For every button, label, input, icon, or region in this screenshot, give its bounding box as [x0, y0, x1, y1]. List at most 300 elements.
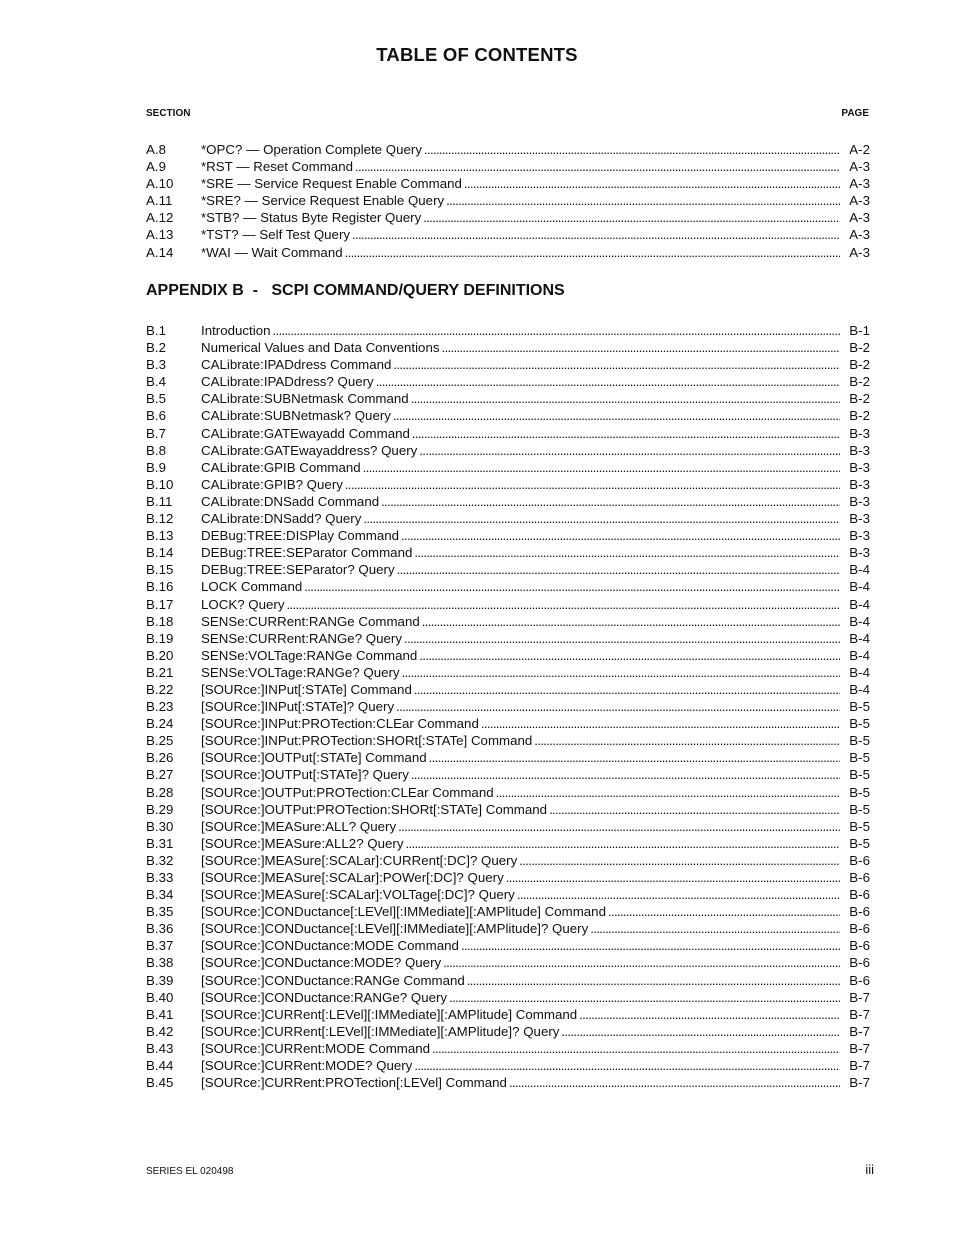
toc-entry-page: B-2 — [849, 340, 870, 356]
toc-entry-body — [201, 1023, 870, 1040]
dot-leader — [446, 192, 840, 209]
toc-entry-page: A-3 — [849, 244, 870, 260]
toc-entry-page: B-2 — [849, 374, 870, 390]
toc-entry-number: B.44 — [146, 1058, 174, 1074]
toc-entry-number: A.10 — [146, 176, 174, 192]
dot-leader — [414, 544, 840, 561]
toc-entry-title: [SOURce:]CONDuctance:MODE? Query — [201, 955, 442, 971]
toc-entry-page: B-5 — [849, 699, 870, 715]
toc-entry-number: A.13 — [146, 227, 174, 243]
toc-entry — [146, 869, 870, 886]
toc-entry-page: B-7 — [849, 1040, 870, 1056]
toc-entry-number: B.26 — [146, 750, 174, 766]
toc-entry-page: B-4 — [849, 562, 870, 578]
toc-entry — [146, 544, 870, 561]
dot-leader — [496, 784, 840, 801]
toc-entry — [146, 527, 870, 544]
toc-entry — [146, 989, 870, 1006]
toc-entry-title: *SRE? — Service Request Enable Query — [201, 193, 445, 209]
toc-entry-title: [SOURce:]CONDuctance[:LEVel][:IMMediate][:AMPlitude]? Query — [201, 921, 589, 937]
toc-entry — [146, 801, 870, 818]
toc-entry-body — [201, 954, 870, 971]
toc-entry-number: B.9 — [146, 459, 166, 475]
toc-entry-number: B.11 — [146, 493, 173, 509]
toc-entry-number: B.36 — [146, 921, 174, 937]
toc-entry-body — [201, 356, 870, 373]
dot-leader — [404, 630, 840, 647]
toc-entry-number: B.1 — [146, 323, 166, 338]
dot-leader — [393, 356, 840, 373]
toc-entry-body — [201, 209, 870, 226]
toc-entry-page: A-3 — [849, 227, 870, 243]
toc-entry-number: B.32 — [146, 852, 174, 868]
dot-leader — [412, 425, 840, 442]
toc-entry-body — [201, 192, 870, 209]
appendix-b-toc-list — [146, 322, 870, 1091]
toc-entry — [146, 784, 870, 801]
toc-entry-page: B-3 — [849, 493, 870, 509]
dot-leader — [534, 732, 840, 749]
toc-entry — [146, 681, 870, 698]
toc-entry-page: B-4 — [849, 596, 870, 612]
toc-entry-body — [201, 1040, 870, 1057]
dot-leader — [411, 390, 840, 407]
toc-entry-title: [SOURce:]MEASure:ALL2? Query — [201, 835, 404, 851]
toc-entry-body — [201, 664, 870, 681]
toc-entry-body — [201, 244, 870, 261]
dot-leader — [411, 766, 840, 783]
dot-leader — [381, 493, 840, 510]
toc-entry-page: B-5 — [849, 835, 870, 851]
toc-entry-body — [201, 373, 870, 390]
dot-leader — [429, 749, 840, 766]
toc-entry-page: B-6 — [849, 921, 870, 937]
toc-entry-body — [201, 920, 870, 937]
dot-leader — [414, 1057, 840, 1074]
toc-entry-body — [201, 784, 870, 801]
toc-entry-number: B.20 — [146, 647, 174, 663]
toc-entry — [146, 561, 870, 578]
toc-entry — [146, 886, 870, 903]
toc-entry-page: B-4 — [849, 647, 870, 663]
toc-entry-number: B.15 — [146, 562, 174, 578]
toc-entry-body — [201, 390, 870, 407]
toc-entry-title: LOCK? Query — [201, 596, 285, 612]
toc-entry-page: B-1 — [849, 323, 870, 338]
page-column-header: PAGE — [841, 108, 869, 119]
toc-entry — [146, 972, 870, 989]
toc-entry-title: [SOURce:]OUTPut[:STATe] Command — [201, 750, 427, 766]
toc-entry-number: B.22 — [146, 681, 174, 697]
dot-leader — [506, 869, 840, 886]
toc-entry-page: B-4 — [849, 664, 870, 680]
toc-entry-number: B.24 — [146, 716, 174, 732]
toc-entry — [146, 493, 870, 510]
dot-leader — [287, 596, 840, 613]
toc-entry-number: A.14 — [146, 244, 174, 260]
toc-entry-title: *STB? — Status Byte Register Query — [201, 210, 422, 226]
toc-entry — [146, 664, 870, 681]
toc-entry — [146, 630, 870, 647]
toc-entry-page: B-7 — [849, 1006, 870, 1022]
toc-entry-page: A-3 — [849, 210, 870, 226]
toc-entry-page: B-5 — [849, 733, 870, 749]
toc-entry-title: [SOURce:]MEASure[:SCALar]:POWer[:DC]? Query — [201, 870, 504, 885]
dot-leader — [423, 209, 840, 226]
toc-entry-title: *TST? — Self Test Query — [201, 227, 351, 243]
toc-entry-body — [201, 903, 870, 920]
toc-entry-title: [SOURce:]INPut:PROTection:CLEar Command — [201, 716, 479, 732]
toc-entry-body — [201, 1006, 870, 1023]
toc-entry — [146, 852, 870, 869]
toc-entry — [146, 715, 870, 732]
dot-leader — [549, 801, 840, 818]
toc-entry-title: SENSe:CURRent:RANGe? Query — [201, 630, 402, 646]
toc-entry-body — [201, 937, 870, 954]
toc-entry-number: A.9 — [146, 159, 166, 175]
toc-entry-body — [201, 715, 870, 732]
toc-entry-page: B-6 — [849, 887, 870, 903]
dot-leader — [432, 1040, 840, 1057]
dot-leader — [272, 322, 840, 339]
toc-entry-title: Introduction — [201, 323, 271, 338]
footer-series-label: SERIES EL 020498 — [146, 1166, 234, 1177]
toc-entry-title: [SOURce:]CURRent:MODE Command — [201, 1040, 431, 1056]
dot-leader — [422, 613, 840, 630]
dot-leader — [419, 647, 840, 664]
toc-entry-page: B-4 — [849, 681, 870, 697]
toc-entry-page: B-6 — [849, 904, 870, 920]
toc-entry-page: B-6 — [849, 870, 870, 885]
toc-entry-body — [201, 561, 870, 578]
toc-entry-title: CALibrate:SUBNetmask Command — [201, 391, 409, 407]
toc-entry — [146, 647, 870, 664]
toc-entry-number: B.4 — [146, 374, 166, 390]
toc-entry-body — [201, 613, 870, 630]
dot-leader — [461, 937, 840, 954]
dot-leader — [481, 715, 840, 732]
toc-entry-page: B-7 — [849, 989, 870, 1005]
toc-entry — [146, 510, 870, 527]
toc-entry — [146, 903, 870, 920]
toc-entry-page: B-3 — [849, 476, 870, 492]
toc-entry-title: [SOURce:]MEASure:ALL? Query — [201, 818, 397, 834]
toc-entry-page: B-5 — [849, 767, 870, 783]
toc-entry — [146, 339, 870, 356]
toc-entry-page: B-6 — [849, 972, 870, 988]
toc-entry-page: B-3 — [849, 459, 870, 475]
dot-leader — [352, 226, 840, 243]
dot-leader — [376, 373, 840, 390]
toc-entry-body — [201, 322, 870, 339]
toc-entry-number: B.16 — [146, 579, 174, 595]
toc-entry-number: B.30 — [146, 818, 174, 834]
toc-entry-title: [SOURce:]CONDuctance:RANGe? Query — [201, 989, 448, 1005]
toc-entry-number: B.27 — [146, 767, 174, 783]
toc-entry-number: B.5 — [146, 391, 166, 407]
toc-entry-title: SENSe:VOLTage:RANGe? Query — [201, 664, 400, 680]
toc-entry-title: *RST — Reset Command — [201, 159, 353, 175]
toc-entry-number: B.35 — [146, 904, 174, 920]
toc-entry-body — [201, 596, 870, 613]
toc-entry-title: CALibrate:IPADdress? Query — [201, 374, 374, 390]
toc-entry-page: B-7 — [849, 1023, 870, 1039]
dot-leader — [509, 1074, 840, 1091]
toc-entry-body — [201, 749, 870, 766]
toc-entry-page: B-5 — [849, 716, 870, 732]
toc-entry-title: [SOURce:]OUTPut:PROTection:SHORt[:STATe] Command — [201, 801, 548, 817]
toc-entry — [146, 442, 870, 459]
dot-leader — [397, 561, 840, 578]
toc-entry-number: B.8 — [146, 442, 166, 458]
toc-entry-body — [201, 698, 870, 715]
toc-entry-number: B.25 — [146, 733, 174, 749]
toc-entry-body — [201, 544, 870, 561]
toc-entry — [146, 459, 870, 476]
toc-entry-body — [201, 732, 870, 749]
toc-entry-page: B-3 — [849, 425, 870, 441]
toc-entry-number: B.6 — [146, 408, 166, 424]
toc-entry-body — [201, 630, 870, 647]
dot-leader — [401, 527, 840, 544]
toc-entry-number: B.40 — [146, 989, 174, 1005]
toc-entry-page: B-6 — [849, 938, 870, 954]
dot-leader — [590, 920, 840, 937]
dot-leader — [464, 175, 840, 192]
dot-leader — [402, 664, 840, 681]
toc-entry-number: B.43 — [146, 1040, 174, 1056]
toc-entry-body — [201, 510, 870, 527]
toc-entry — [146, 732, 870, 749]
dot-leader — [443, 954, 840, 971]
toc-entry-body — [201, 989, 870, 1006]
toc-entry-body — [201, 818, 870, 835]
toc-entry-body — [201, 459, 870, 476]
toc-entry-title: [SOURce:]OUTPut:PROTection:CLEar Command — [201, 784, 494, 800]
toc-entry-number: A.8 — [146, 142, 166, 157]
dot-leader — [424, 141, 840, 158]
toc-entry — [146, 192, 870, 209]
toc-entry-number: B.2 — [146, 340, 166, 356]
toc-entry — [146, 835, 870, 852]
toc-entry-number: B.19 — [146, 630, 174, 646]
toc-entry-page: A-2 — [849, 142, 870, 157]
dot-leader — [304, 578, 840, 595]
dot-leader — [579, 1006, 840, 1023]
toc-entry — [146, 373, 870, 390]
toc-entry-body — [201, 339, 870, 356]
toc-entry-body — [201, 681, 870, 698]
toc-entry-number: B.37 — [146, 938, 174, 954]
toc-entry-body — [201, 1074, 870, 1091]
dot-leader — [355, 158, 840, 175]
toc-entry-page: B-3 — [849, 511, 870, 527]
toc-entry-page: B-6 — [849, 852, 870, 868]
toc-entry-title: DEBug:TREE:DISPlay Command — [201, 528, 400, 544]
toc-entry — [146, 1057, 870, 1074]
toc-entry-title: [SOURce:]INPut:PROTection:SHORt[:STATe] Command — [201, 733, 533, 749]
toc-entry — [146, 226, 870, 243]
toc-entry-number: A.11 — [146, 193, 173, 209]
toc-entry-body — [201, 647, 870, 664]
toc-entry-page: B-2 — [849, 357, 870, 373]
toc-entry-page: A-3 — [849, 193, 870, 209]
toc-entry-page: B-3 — [849, 545, 870, 561]
dot-leader — [393, 407, 840, 424]
toc-entry-number: B.13 — [146, 528, 174, 544]
appendix-a-toc-list — [146, 141, 870, 261]
toc-entry-number: B.34 — [146, 887, 174, 903]
dot-leader — [419, 442, 840, 459]
toc-entry-number: B.38 — [146, 955, 174, 971]
dot-leader — [363, 459, 840, 476]
toc-entry-body — [201, 852, 870, 869]
section-column-header: SECTION — [146, 108, 191, 119]
toc-entry — [146, 407, 870, 424]
toc-entry-page: B-4 — [849, 613, 870, 629]
toc-entry-number: B.14 — [146, 545, 174, 561]
toc-entry — [146, 1006, 870, 1023]
toc-entry-page: B-7 — [849, 1058, 870, 1074]
toc-entry — [146, 698, 870, 715]
toc-entry-number: B.41 — [146, 1006, 174, 1022]
toc-entry-title: [SOURce:]CONDuctance[:LEVel][:IMMediate][:AMPlitude] Command — [201, 904, 606, 920]
toc-entry-number: B.21 — [146, 664, 174, 680]
toc-entry-number: B.42 — [146, 1023, 174, 1039]
toc-entry — [146, 209, 870, 226]
toc-entry-page: B-2 — [849, 391, 870, 407]
toc-entry-title: [SOURce:]CURRent[:LEVel][:IMMediate][:AMPlitude] Command — [201, 1006, 578, 1022]
toc-entry-page: B-3 — [849, 442, 870, 458]
dot-leader — [406, 835, 841, 852]
dot-leader — [398, 818, 840, 835]
toc-entry — [146, 175, 870, 192]
toc-entry — [146, 322, 870, 339]
dot-leader — [467, 972, 840, 989]
toc-entry-title: CALibrate:GPIB Command — [201, 459, 361, 475]
toc-entry-page: B-4 — [849, 579, 870, 595]
dot-leader — [561, 1023, 840, 1040]
appendix-b-heading: APPENDIX B - SCPI COMMAND/QUERY DEFINITIONS — [146, 282, 565, 299]
toc-entry-number: B.33 — [146, 870, 174, 885]
toc-entry-title: [SOURce:]INPut[:STATe] Command — [201, 681, 412, 697]
toc-entry-number: B.23 — [146, 699, 174, 715]
toc-entry — [146, 356, 870, 373]
toc-entry-body — [201, 141, 870, 158]
toc-entry — [146, 141, 870, 158]
toc-entry — [146, 1023, 870, 1040]
dot-leader — [517, 886, 840, 903]
toc-entry-page: A-3 — [849, 176, 870, 192]
toc-entry-number: B.45 — [146, 1075, 174, 1091]
toc-entry — [146, 1074, 870, 1091]
toc-entry-number: B.12 — [146, 511, 174, 527]
toc-entry-number: B.3 — [146, 357, 166, 373]
toc-entry-title: CALibrate:GATEwayadd Command — [201, 425, 410, 441]
toc-entry-title: *SRE — Service Request Enable Command — [201, 176, 462, 192]
toc-entry-title: CALibrate:IPADdress Command — [201, 357, 392, 373]
toc-entry-body — [201, 869, 870, 886]
toc-entry — [146, 749, 870, 766]
dot-leader — [345, 476, 840, 493]
toc-entry — [146, 390, 870, 407]
toc-entry-title: CALibrate:GATEwayaddress? Query — [201, 442, 418, 458]
toc-entry — [146, 766, 870, 783]
dot-leader — [396, 698, 840, 715]
toc-entry-body — [201, 972, 870, 989]
page-title: TABLE OF CONTENTS — [376, 44, 578, 65]
toc-entry-page: B-3 — [849, 528, 870, 544]
toc-entry — [146, 954, 870, 971]
toc-entry-title: SENSe:VOLTage:RANGe Command — [201, 647, 418, 663]
toc-entry-body — [201, 476, 870, 493]
toc-entry-number: A.12 — [146, 210, 174, 226]
toc-entry-number: B.39 — [146, 972, 174, 988]
toc-entry-title: [SOURce:]INPut[:STATe]? Query — [201, 699, 395, 715]
toc-entry-body — [201, 835, 870, 852]
toc-entry-page: B-7 — [849, 1075, 870, 1091]
toc-entry-body — [201, 886, 870, 903]
toc-entry-body — [201, 1057, 870, 1074]
toc-entry-title: [SOURce:]OUTPut[:STATe]? Query — [201, 767, 409, 783]
toc-entry-title: *WAI — Wait Command — [201, 244, 343, 260]
toc-entry-page: A-3 — [849, 159, 870, 175]
toc-entry-body — [201, 493, 870, 510]
footer-page-number: iii — [865, 1162, 874, 1177]
toc-entry-title: [SOURce:]CURRent:PROTection[:LEVel] Command — [201, 1075, 507, 1091]
toc-entry-title: LOCK Command — [201, 579, 303, 595]
toc-entry-page: B-5 — [849, 818, 870, 834]
toc-entry-number: B.31 — [146, 835, 174, 851]
toc-entry — [146, 244, 870, 261]
toc-entry — [146, 476, 870, 493]
toc-entry-body — [201, 801, 870, 818]
toc-entry-body — [201, 158, 870, 175]
toc-entry — [146, 578, 870, 595]
toc-entry — [146, 158, 870, 175]
toc-entry-body — [201, 766, 870, 783]
toc-entry-title: [SOURce:]CURRent[:LEVel][:IMMediate][:AMPlitude]? Query — [201, 1023, 560, 1039]
toc-entry-title: CALibrate:SUBNetmask? Query — [201, 408, 391, 424]
toc-entry-number: B.28 — [146, 784, 174, 800]
toc-entry-number: B.29 — [146, 801, 174, 817]
toc-entry-title: CALibrate:DNSadd Command — [201, 493, 380, 509]
dot-leader — [363, 510, 840, 527]
dot-leader — [449, 989, 840, 1006]
dot-leader — [519, 852, 840, 869]
toc-entry — [146, 596, 870, 613]
toc-entry-title: [SOURce:]CURRent:MODE? Query — [201, 1058, 413, 1074]
toc-entry-body — [201, 527, 870, 544]
dot-leader — [414, 681, 840, 698]
toc-entry-number: B.17 — [146, 596, 174, 612]
toc-entry-title: DEBug:TREE:SEParator? Query — [201, 562, 395, 578]
toc-entry-number: B.10 — [146, 476, 174, 492]
toc-entry — [146, 937, 870, 954]
toc-entry-body — [201, 175, 870, 192]
toc-entry-title: CALibrate:DNSadd? Query — [201, 511, 362, 527]
toc-entry — [146, 920, 870, 937]
toc-entry-page: B-6 — [849, 955, 870, 971]
toc-entry — [146, 613, 870, 630]
dot-leader — [345, 244, 840, 261]
toc-entry-page: B-4 — [849, 630, 870, 646]
toc-entry-number: B.7 — [146, 425, 166, 441]
toc-entry-body — [201, 425, 870, 442]
toc-entry-title: DEBug:TREE:SEParator Command — [201, 545, 413, 561]
toc-entry-number: B.18 — [146, 613, 174, 629]
toc-entry-title: [SOURce:]CONDuctance:RANGe Command — [201, 972, 465, 988]
